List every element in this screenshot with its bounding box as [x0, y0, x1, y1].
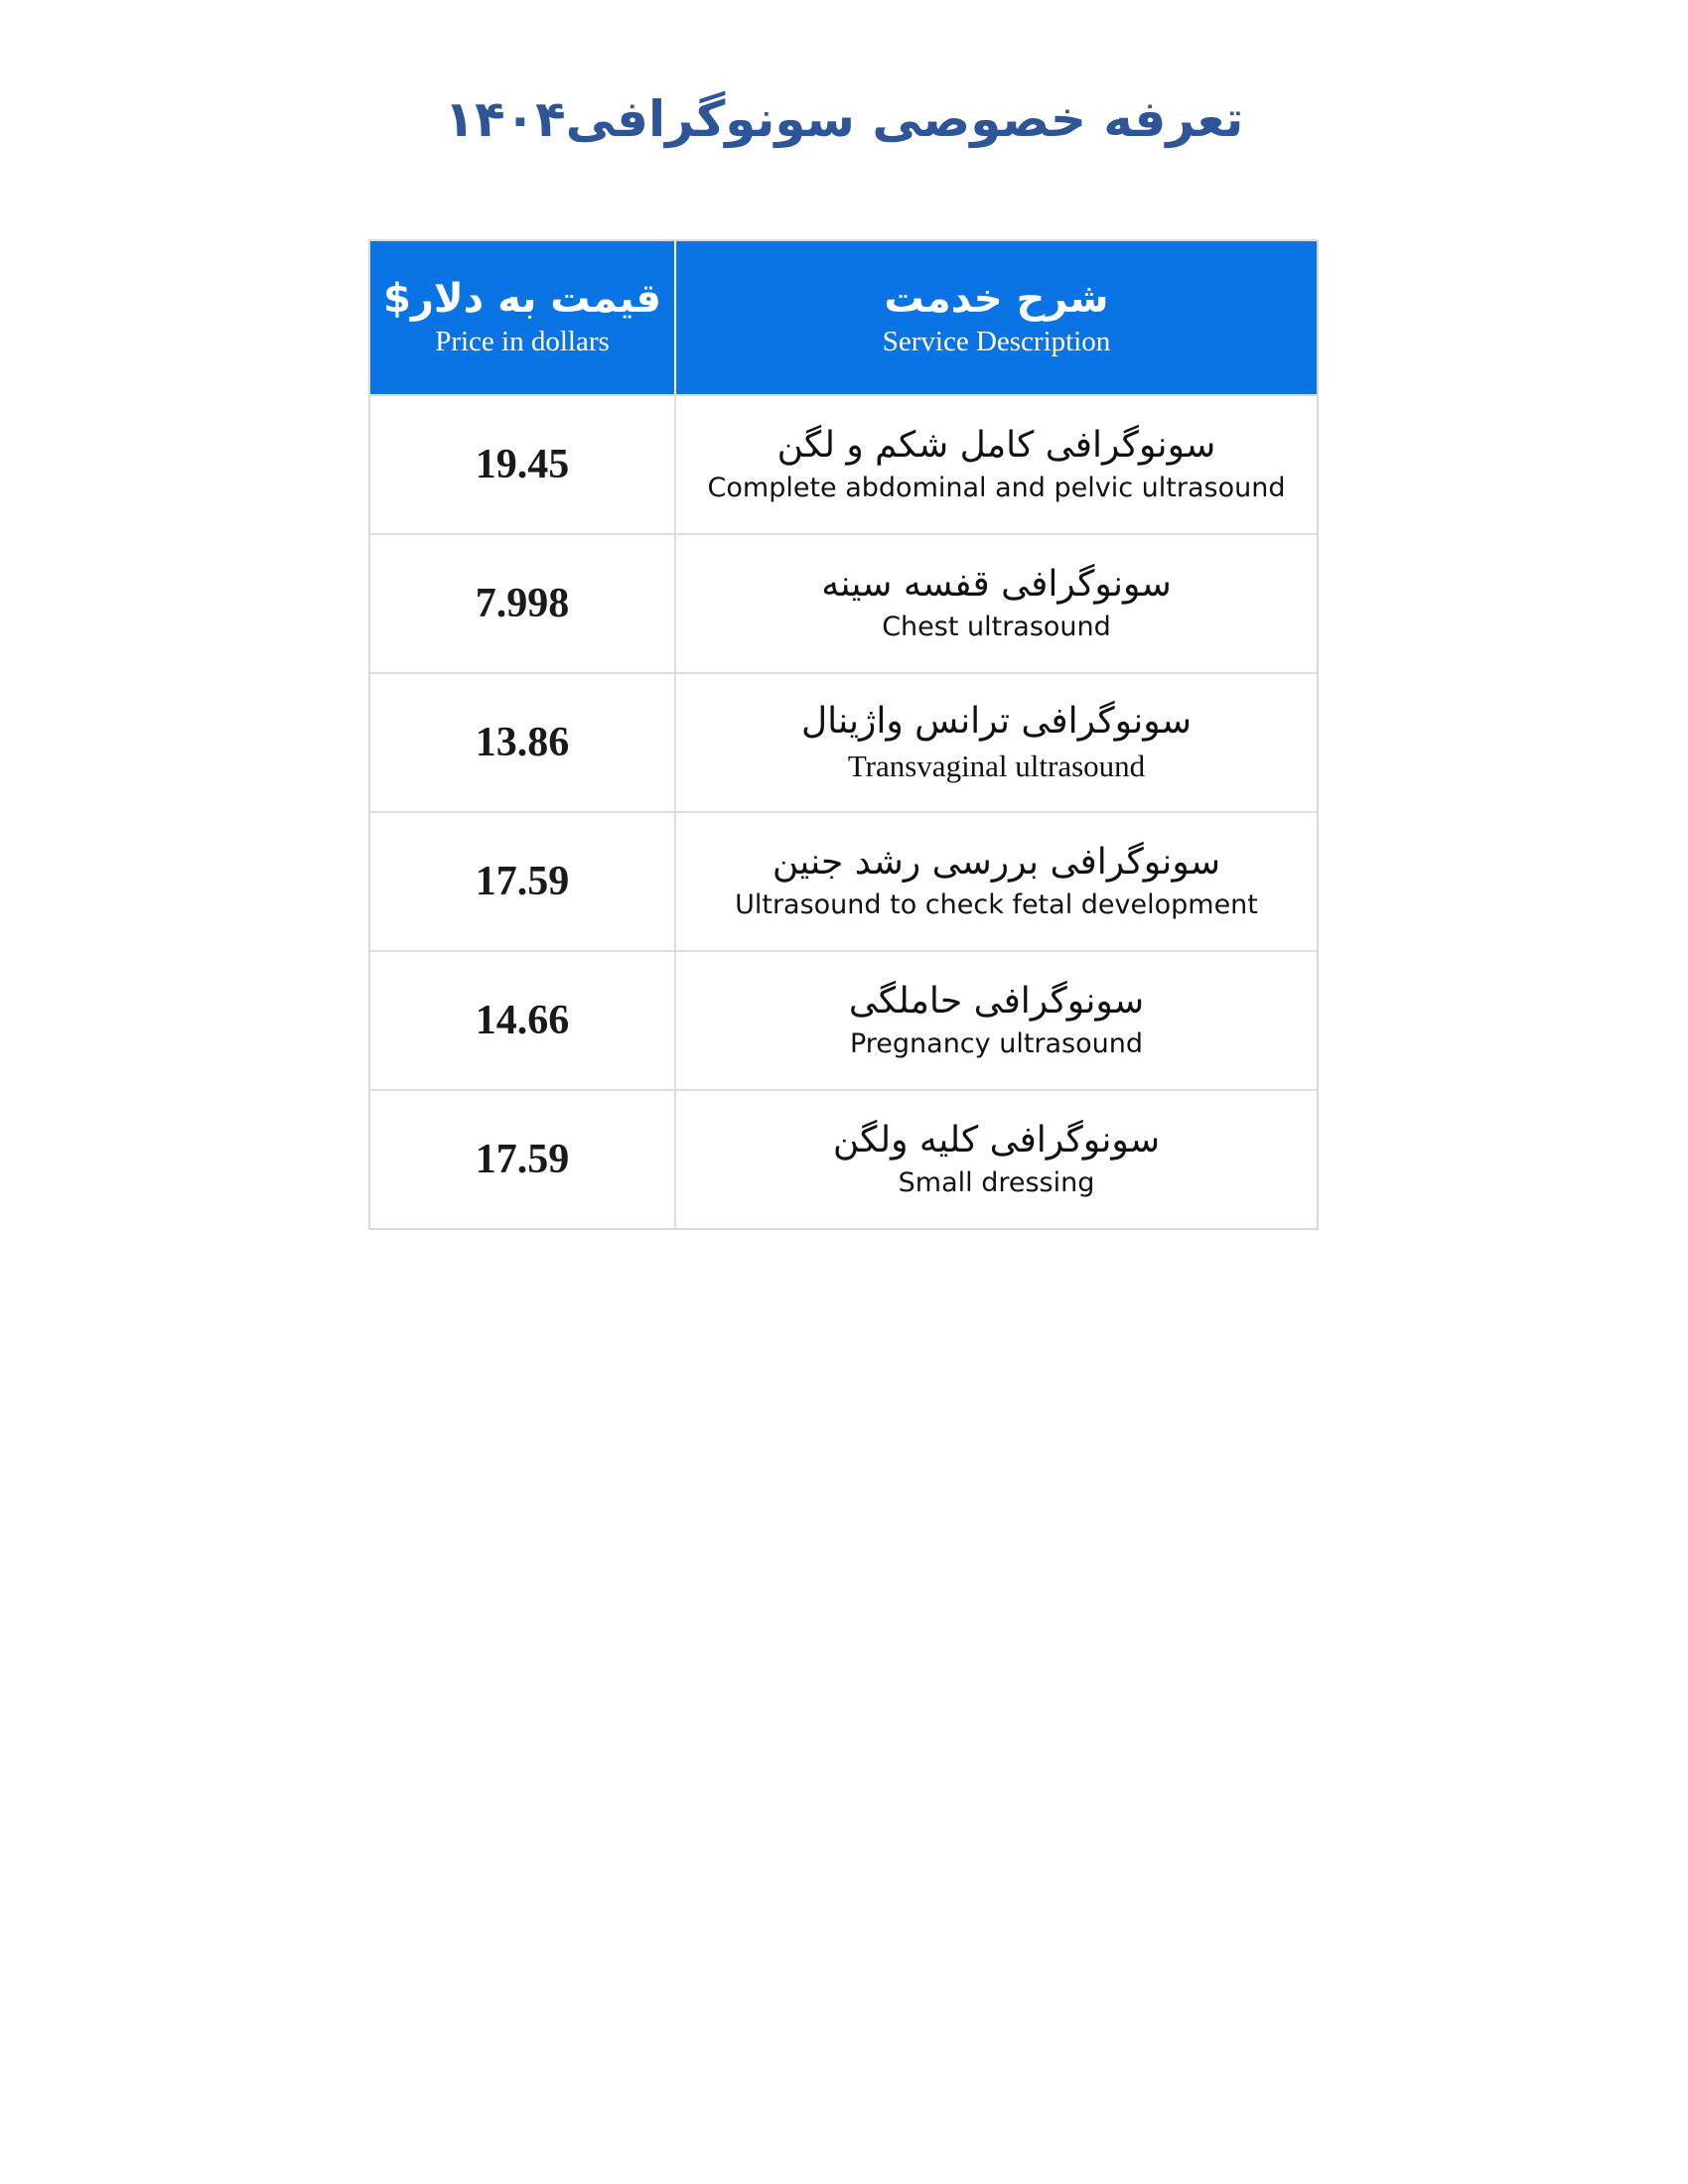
- tariff-table: [368, 239, 1319, 1230]
- service-name-fa: سونوگرافی کلیه ولگن: [832, 1120, 1161, 1161]
- table-row: [370, 672, 1317, 811]
- service-cell: [676, 535, 1317, 672]
- service-name-en: Chest ultrasound: [882, 612, 1111, 643]
- price-cell: [370, 535, 676, 672]
- service-cell: [676, 674, 1317, 811]
- table-header-row: [370, 241, 1317, 394]
- price-value: 17.59: [475, 1137, 570, 1182]
- price-cell: [370, 674, 676, 811]
- service-name-en: Complete abdominal and pelvic ultrasound: [707, 473, 1286, 504]
- service-name-en: Transvaginal ultrasound: [847, 749, 1146, 784]
- description-header-en: Service Description: [882, 326, 1111, 358]
- price-column-header: [370, 241, 676, 394]
- service-name-fa: سونوگرافی ترانس واژینال: [800, 700, 1193, 742]
- description-header-fa: شرح خدمت: [884, 276, 1109, 323]
- table-row: [370, 394, 1317, 533]
- table-row: [370, 533, 1317, 672]
- service-cell: [676, 952, 1317, 1089]
- service-name-en: Pregnancy ultrasound: [849, 1028, 1144, 1060]
- price-value: 7.998: [475, 581, 570, 626]
- price-header-fa: قیمت به دلار$: [383, 276, 661, 323]
- price-value: 14.66: [475, 998, 570, 1043]
- table-row: [370, 950, 1317, 1089]
- service-cell: [676, 813, 1317, 950]
- price-value: 19.45: [475, 442, 570, 487]
- price-cell: [370, 952, 676, 1089]
- price-cell: [370, 1091, 676, 1228]
- price-value: 17.59: [475, 859, 570, 904]
- table-row: [370, 811, 1317, 950]
- document-title: تعرفه خصوصی سونوگرافی۱۴۰۴: [444, 90, 1244, 148]
- service-name-fa: سونوگرافی کامل شکم و لگن: [776, 425, 1216, 467]
- service-cell: [676, 396, 1317, 533]
- service-name-en: Small dressing: [898, 1167, 1095, 1199]
- price-value: 13.86: [475, 720, 570, 765]
- price-header-en: Price in dollars: [435, 326, 610, 358]
- service-cell: [676, 1091, 1317, 1228]
- description-column-header: [676, 241, 1317, 394]
- table-row: [370, 1089, 1317, 1228]
- price-cell: [370, 396, 676, 533]
- service-name-en: Ultrasound to check fetal development: [735, 889, 1258, 921]
- price-cell: [370, 813, 676, 950]
- service-name-fa: سونوگرافی بررسی رشد جنین: [772, 842, 1221, 884]
- service-name-fa: سونوگرافی حاملگی: [848, 981, 1145, 1023]
- service-name-fa: سونوگرافی قفسه سینه: [821, 564, 1172, 606]
